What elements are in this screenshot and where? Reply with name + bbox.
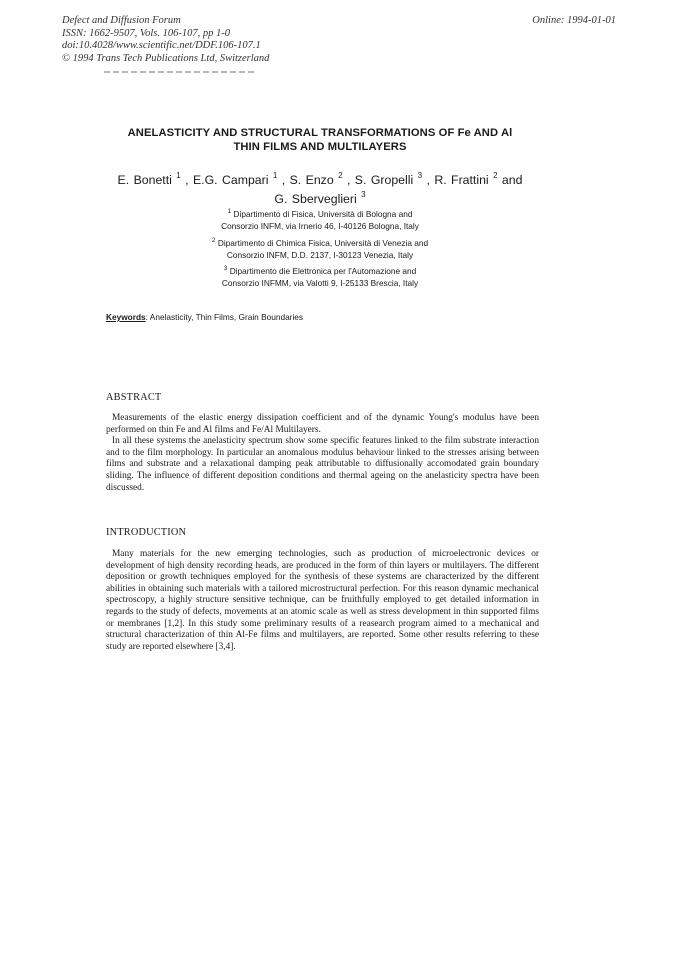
affiliation-line: Dipartimento die Elettronica per l'Automazione and [229, 265, 417, 276]
title-line-2: THIN FILMS AND MULTILAYERS [233, 140, 407, 153]
author-name: S. Gropelli [354, 173, 414, 188]
author-separator: , [342, 173, 355, 188]
author-separator: and [497, 173, 523, 188]
author-separator: , [422, 173, 435, 188]
author-list [110, 169, 530, 207]
author-affiliation-marker: 1 [176, 171, 181, 180]
abstract-heading: ABSTRACT [106, 392, 162, 403]
scan-artifact-divider [104, 71, 254, 73]
affiliation-line: Consorzio INFM, via Irnerio 46, I-40126 Bologna, Italy [221, 220, 419, 231]
introduction-paragraph: Many materials for the new emerging technologies, such as production of microelectronic devices or development of high density recording heads, are produced in the form of thin layers or multilayers. The different deposition or growth techniques employed for the synthesis of these systems are characterized by the different abilities in obtaining such materials with a tailored microstructural perfection. For this reason dynamic mechanical spectroscopy, a highly structure sensitive technique, can be fruithfully employed to get detailed information in regards to the study of defects, movements at an atomic scale as well as stress development in thin supported films or membranes [1,2]. In this study some preliminary results of a reasearch program aimed to a mechanical and structural characterization of thin Al-Fe films and multilayers, are reported. Some other results referring to these study are reported elsewhere [3,4]. [106, 549, 539, 652]
author-separator: , [180, 173, 193, 188]
affiliation-line: Consorzio INFM, D.D. 2137, I-30123 Venezia, Italy [226, 249, 414, 260]
paper-title [95, 127, 545, 154]
copyright-line: © 1994 Trans Tech Publications Ltd, Switzerland [62, 52, 270, 64]
affiliation-line: Dipartimento di Fisica, Università di Bologna and [233, 208, 413, 219]
author-affiliation-marker: 3 [417, 171, 423, 180]
affiliation-2 [160, 235, 480, 261]
author-affiliation-marker: 3 [361, 190, 366, 200]
author-name: E.G. Campari [192, 173, 269, 188]
abstract-paragraph: Measurements of the elastic energy dissipation coefficient and of the dynamic Young's modulus have been performed on thin Fe and Al films and Fe/Al Multilayers. [106, 413, 539, 435]
affiliation-line: Consorzio INFMM, via Valotti 9, I-25133 Brescia, Italy [221, 277, 419, 288]
affiliation-3 [160, 263, 480, 289]
journal-name: Defect and Diffusion Forum [62, 15, 181, 26]
introduction-body [106, 549, 539, 653]
keywords-line [106, 312, 303, 322]
affiliation-line: Dipartimento di Chimica Fisica, Università di Venezia and [217, 237, 429, 248]
introduction-heading: INTRODUCTION [106, 527, 187, 538]
doi-line: doi:10.4028/www.scientific.net/DDF.106-107.1 [62, 40, 261, 51]
title-line-1: ANELASTICITY AND STRUCTURAL TRANSFORMATIONS OF Fe AND Al [127, 127, 513, 139]
author-affiliation-marker: 2 [493, 171, 498, 180]
author-affiliation-marker: 2 [338, 171, 343, 180]
author-name: R. Frattini [434, 173, 489, 188]
author-separator: , [277, 173, 290, 188]
keywords-text: : Anelasticity, Thin Films, Grain Boundaries [145, 312, 304, 322]
journal-header [62, 15, 269, 65]
abstract-paragraph: In all these systems the anelasticity spectrum show some specific features linked to the film substrate interaction and to the film morphology. In particular an anomalous modulus behaviour linked to the stresses arising between films and substrate and a relaxational damping peak attributable to diffusionally accomodated grain boundary sliding. The influence of different deposition conditions and thermal ageing on the anelasticity spectra have been discussed. [106, 436, 539, 493]
author-name: S. Enzo [289, 173, 334, 188]
affiliation-number: 1 [227, 208, 232, 215]
author-affiliation-marker: 1 [272, 171, 278, 180]
affiliation-1 [160, 206, 480, 232]
author-name: G. Sberveglieri [274, 192, 357, 207]
affiliation-number: 2 [211, 237, 216, 244]
issn-line: ISSN: 1662-9507, Vols. 106-107, pp 1-0 [62, 27, 230, 39]
keywords-label: Keywords [106, 312, 146, 322]
author-name: E. Bonetti [117, 173, 172, 188]
abstract-body [106, 413, 539, 494]
affiliation-number: 3 [223, 265, 228, 272]
online-date: Online: 1994-01-01 [532, 15, 616, 26]
